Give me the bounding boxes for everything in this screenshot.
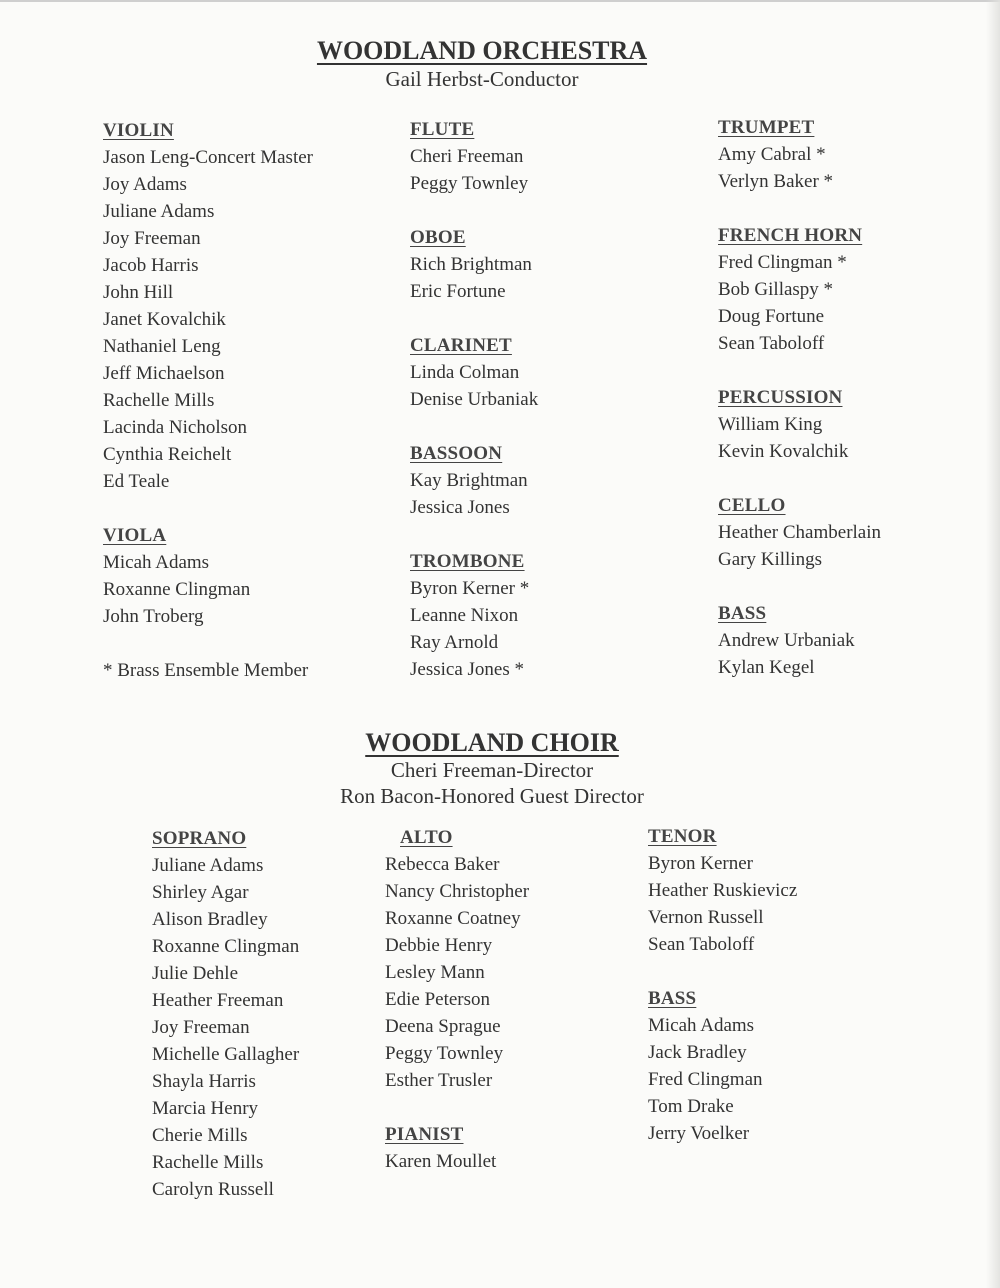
member-list	[718, 249, 1000, 357]
member-list	[410, 575, 710, 683]
member-name: Kay Brightman	[410, 470, 528, 491]
member-name: Rebecca Baker	[385, 854, 500, 875]
member-list	[718, 519, 1000, 573]
section-trumpet	[718, 114, 1000, 195]
member-list	[103, 144, 403, 495]
member-name: Heather Ruskievicz	[648, 880, 798, 901]
member-list	[410, 359, 710, 413]
section-heading: TENOR	[648, 826, 717, 847]
member-name: Roxanne Clingman	[103, 579, 251, 600]
section-tenor	[648, 823, 948, 958]
section-french-horn	[718, 222, 1000, 357]
member-name: Roxanne Coatney	[385, 908, 521, 929]
section-choir-bass	[648, 985, 948, 1147]
choir-director: Cheri Freeman-Director	[390, 758, 594, 782]
member-name: Vernon Russell	[648, 907, 764, 928]
member-name: Doug Fortune	[718, 306, 825, 327]
member-name: Cheri Freeman	[410, 146, 524, 167]
member-name: Jessica Jones *	[410, 659, 524, 680]
section-heading: VIOLA	[103, 525, 167, 546]
member-name: Jeff Michaelson	[103, 363, 225, 384]
member-list	[385, 851, 685, 1094]
member-name: Micah Adams	[103, 552, 210, 573]
choir-guest-director: Ron Bacon-Honored Guest Director	[340, 784, 644, 808]
member-name: Rachelle Mills	[152, 1152, 264, 1173]
section-cello	[718, 492, 1000, 573]
member-name: Deena Sprague	[385, 1016, 501, 1037]
member-name: Karen Moullet	[385, 1151, 497, 1172]
section-alto	[385, 824, 685, 1094]
member-list	[410, 467, 710, 521]
member-name: Amy Cabral *	[718, 144, 826, 165]
member-name: Esther Trusler	[385, 1070, 493, 1091]
member-list	[410, 251, 710, 305]
section-bass	[718, 600, 1000, 681]
section-clarinet	[410, 332, 710, 413]
member-name: Heather Freeman	[152, 990, 284, 1011]
member-name: Jacob Harris	[103, 255, 199, 276]
member-name: Marcia Henry	[152, 1098, 259, 1119]
section-viola	[103, 522, 403, 630]
section-heading: TROMBONE	[410, 551, 525, 572]
member-list	[648, 1012, 948, 1147]
section-violin	[103, 117, 403, 495]
member-name: Debbie Henry	[385, 935, 493, 956]
section-heading: CLARINET	[410, 335, 512, 356]
member-name: Fred Clingman *	[718, 252, 847, 273]
member-name: Bob Gillaspy *	[718, 279, 834, 300]
member-name: Lacinda Nicholson	[103, 417, 248, 438]
section-percussion	[718, 384, 1000, 465]
member-name: Tom Drake	[648, 1096, 734, 1117]
member-name: John Troberg	[103, 606, 204, 627]
choir-column-3	[648, 823, 948, 1174]
orchestra-column-1	[103, 117, 403, 684]
member-name: Eric Fortune	[410, 281, 506, 302]
member-list	[385, 1148, 685, 1175]
member-name: Verlyn Baker *	[718, 171, 834, 192]
section-heading: BASSOON	[410, 443, 503, 464]
section-heading: FRENCH HORN	[718, 225, 863, 246]
member-list	[718, 627, 1000, 681]
member-name: Byron Kerner	[648, 853, 753, 874]
member-name: Jerry Voelker	[648, 1123, 750, 1144]
section-oboe	[410, 224, 710, 305]
section-heading: FLUTE	[410, 119, 475, 140]
member-name: Byron Kerner *	[410, 578, 530, 599]
member-name: Rich Brightman	[410, 254, 532, 275]
member-name: Ray Arnold	[410, 632, 499, 653]
choir-column-2	[385, 824, 685, 1202]
member-name: Shirley Agar	[152, 882, 249, 903]
member-list	[648, 850, 948, 958]
section-heading: PIANIST	[385, 1124, 464, 1145]
member-name: Juliane Adams	[103, 201, 215, 222]
member-name: Fred Clingman	[648, 1069, 763, 1090]
member-name: Roxanne Clingman	[152, 936, 300, 957]
section-heading: VIOLIN	[103, 120, 174, 141]
member-name: Micah Adams	[648, 1015, 755, 1036]
member-name: Ed Teale	[103, 471, 170, 492]
member-name: Joy Adams	[103, 174, 187, 195]
member-name: Kevin Kovalchik	[718, 441, 849, 462]
section-heading: ALTO	[400, 827, 453, 848]
member-name: Leanne Nixon	[410, 605, 519, 626]
member-name: Lesley Mann	[385, 962, 485, 983]
member-list	[103, 549, 403, 630]
member-list	[410, 143, 710, 197]
member-name: Juliane Adams	[152, 855, 264, 876]
member-name: Joy Freeman	[152, 1017, 250, 1038]
member-name: William King	[718, 414, 823, 435]
member-name: Denise Urbaniak	[410, 389, 539, 410]
member-name: Janet Kovalchik	[103, 309, 226, 330]
orchestra-column-3	[718, 114, 1000, 708]
member-name: Sean Taboloff	[718, 333, 825, 354]
member-list	[718, 411, 1000, 465]
member-name: Linda Colman	[410, 362, 520, 383]
member-name: Nancy Christopher	[385, 881, 530, 902]
member-name: Nathaniel Leng	[103, 336, 221, 357]
section-heading: SOPRANO	[152, 828, 247, 849]
member-name: Kylan Kegel	[718, 657, 815, 678]
section-trombone	[410, 548, 710, 683]
member-name: Julie Dehle	[152, 963, 239, 984]
member-name: Jessica Jones	[410, 497, 510, 518]
member-name: Rachelle Mills	[103, 390, 215, 411]
member-name: Andrew Urbaniak	[718, 630, 855, 651]
orchestra-column-2	[410, 116, 710, 710]
member-list	[718, 141, 1000, 195]
member-name: Joy Freeman	[103, 228, 201, 249]
member-name: Jack Bradley	[648, 1042, 747, 1063]
member-name: Sean Taboloff	[648, 934, 755, 955]
member-name: Edie Peterson	[385, 989, 491, 1010]
member-name: Cherie Mills	[152, 1125, 248, 1146]
member-name: Peggy Townley	[385, 1043, 504, 1064]
orchestra-title: WOODLAND ORCHESTRA	[316, 36, 648, 65]
section-heading: TRUMPET	[718, 117, 815, 138]
section-pianist	[385, 1121, 685, 1175]
member-name: Peggy Townley	[410, 173, 529, 194]
member-name: Heather Chamberlain	[718, 522, 882, 543]
choir-title: WOODLAND CHOIR	[365, 728, 619, 757]
member-name: Cynthia Reichelt	[103, 444, 232, 465]
section-heading: BASS	[718, 603, 767, 624]
member-name: Michelle Gallagher	[152, 1044, 300, 1065]
section-bassoon	[410, 440, 710, 521]
section-heading: BASS	[648, 988, 697, 1009]
section-heading: CELLO	[718, 495, 786, 516]
brass-footnote: * Brass Ensemble Member	[103, 660, 309, 681]
member-name: Jason Leng-Concert Master	[103, 147, 313, 168]
member-name: Shayla Harris	[152, 1071, 256, 1092]
member-name: Alison Bradley	[152, 909, 268, 930]
member-name: Carolyn Russell	[152, 1179, 274, 1200]
orchestra-conductor: Gail Herbst-Conductor	[385, 67, 579, 91]
member-name: John Hill	[103, 282, 174, 303]
section-heading: OBOE	[410, 227, 466, 248]
section-flute	[410, 116, 710, 197]
section-heading: PERCUSSION	[718, 387, 843, 408]
member-name: Gary Killings	[718, 549, 822, 570]
